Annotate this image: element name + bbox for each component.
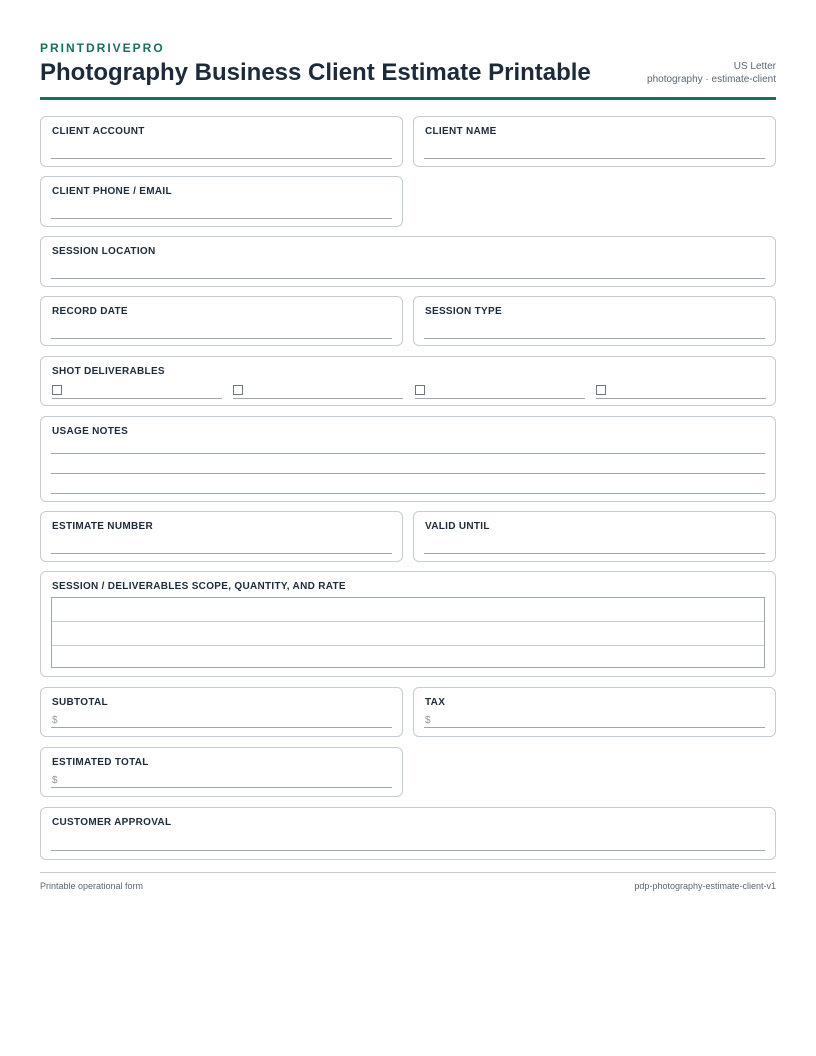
field-label: SESSION TYPE (425, 306, 502, 317)
grid-row-divider (52, 621, 764, 622)
estimated-total-field[interactable] (40, 747, 403, 797)
field-label: ESTIMATED TOTAL (52, 757, 149, 768)
field-label: ESTIMATE NUMBER (52, 521, 153, 532)
write-line[interactable] (424, 158, 765, 159)
scope-grid[interactable] (51, 597, 765, 668)
field-label: USAGE NOTES (52, 426, 129, 437)
record-date-field[interactable] (40, 296, 403, 346)
paper-size-label: US Letter (733, 61, 776, 72)
header-rule (40, 97, 776, 100)
checkbox[interactable] (596, 385, 606, 395)
usage-notes-field[interactable] (40, 416, 776, 502)
field-label: SHOT DELIVERABLES (52, 366, 165, 377)
write-line[interactable] (424, 338, 765, 339)
deliverable-option[interactable] (596, 385, 766, 399)
field-label: SUBTOTAL (52, 697, 108, 708)
brand-logo-text: PRINTDRIVEPRO (40, 41, 165, 55)
client-contact-field[interactable] (40, 176, 403, 227)
field-label: CLIENT PHONE / EMAIL (52, 186, 172, 197)
field-label: TAX (425, 697, 446, 708)
write-line[interactable] (52, 398, 222, 399)
client-account-field[interactable] (40, 116, 403, 167)
valid-until-field[interactable] (413, 511, 776, 562)
currency-symbol: $ (425, 715, 431, 726)
field-label: SESSION LOCATION (52, 246, 156, 257)
write-line[interactable] (51, 473, 765, 474)
footer-description: Printable operational form (40, 881, 144, 891)
deliverable-option[interactable] (233, 385, 403, 399)
checkbox[interactable] (415, 385, 425, 395)
tags-label: photography · estimate-client (647, 74, 776, 85)
field-label: RECORD DATE (52, 306, 128, 317)
write-line[interactable] (51, 218, 392, 219)
customer-approval-field[interactable] (40, 807, 776, 860)
footer-form-id: pdp-photography-estimate-client-v1 (634, 881, 776, 891)
write-line[interactable] (233, 398, 403, 399)
write-line[interactable] (51, 453, 765, 454)
write-line[interactable] (596, 398, 766, 399)
write-line[interactable] (424, 553, 765, 554)
grid-row-divider (52, 645, 764, 646)
write-line[interactable] (51, 278, 765, 279)
scope-field (40, 571, 776, 677)
write-line[interactable] (51, 338, 392, 339)
signature-line[interactable] (51, 850, 765, 851)
currency-symbol: $ (52, 775, 58, 786)
write-line[interactable] (51, 727, 392, 728)
write-line[interactable] (415, 398, 585, 399)
session-location-field[interactable] (40, 236, 776, 287)
checkbox[interactable] (52, 385, 62, 395)
estimate-number-field[interactable] (40, 511, 403, 562)
write-line[interactable] (51, 158, 392, 159)
field-label: VALID UNTIL (425, 521, 490, 532)
tax-field[interactable] (413, 687, 776, 737)
client-name-field[interactable] (413, 116, 776, 167)
write-line[interactable] (51, 553, 392, 554)
write-line[interactable] (424, 727, 765, 728)
shot-deliverables-field (40, 356, 776, 406)
deliverable-option[interactable] (52, 385, 222, 399)
page-title: Photography Business Client Estimate Printable (40, 59, 591, 86)
subtotal-field[interactable] (40, 687, 403, 737)
field-label: CLIENT NAME (425, 126, 497, 137)
deliverable-option[interactable] (415, 385, 585, 399)
currency-symbol: $ (52, 715, 58, 726)
footer-rule (40, 872, 776, 873)
write-line[interactable] (51, 787, 392, 788)
checkbox[interactable] (233, 385, 243, 395)
field-label: SESSION / DELIVERABLES SCOPE, QUANTITY, AND RATE (52, 581, 346, 592)
write-line[interactable] (51, 493, 765, 494)
session-type-field[interactable] (413, 296, 776, 346)
field-label: CUSTOMER APPROVAL (52, 817, 172, 828)
page-meta (647, 60, 776, 86)
field-label: CLIENT ACCOUNT (52, 126, 145, 137)
